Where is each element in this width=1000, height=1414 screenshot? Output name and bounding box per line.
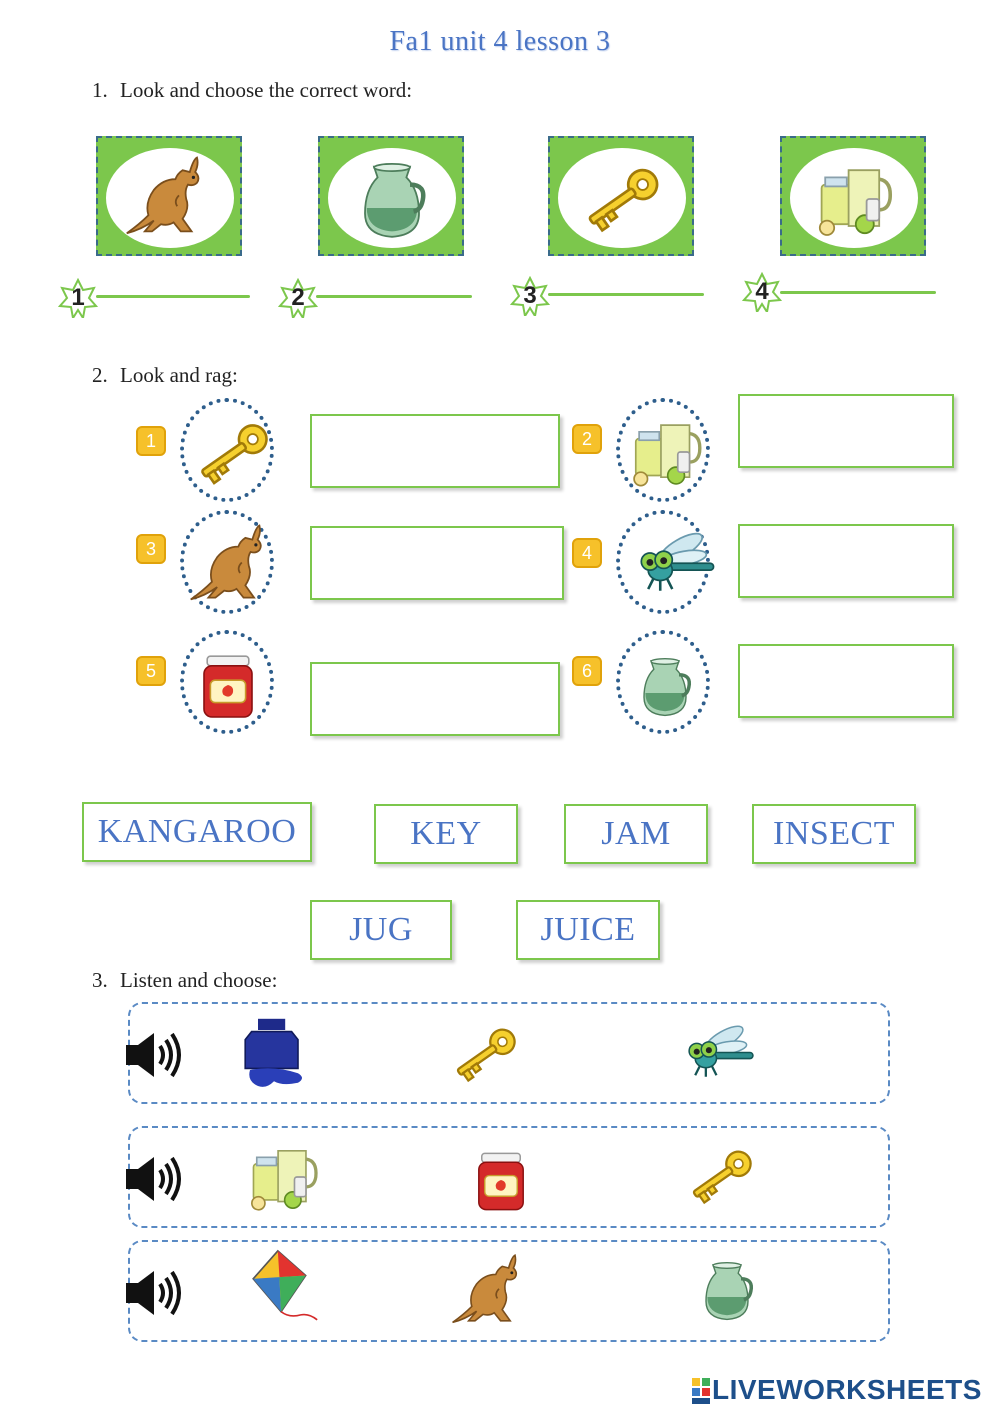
key-icon bbox=[188, 410, 278, 496]
word-tile-key[interactable]: KEY bbox=[374, 804, 518, 864]
section-2-number: 2. bbox=[92, 363, 108, 387]
insect-icon[interactable] bbox=[666, 1016, 770, 1092]
ink-icon[interactable] bbox=[234, 1014, 314, 1094]
word-tile-jug[interactable]: JUG bbox=[310, 900, 452, 960]
drop-box-1[interactable] bbox=[310, 414, 560, 488]
number-badge-3: 3 bbox=[510, 276, 550, 316]
section-3-number: 3. bbox=[92, 968, 108, 992]
word-tile-kangaroo[interactable]: KANGAROO bbox=[82, 802, 312, 862]
speaker-icon[interactable] bbox=[124, 1030, 184, 1080]
section-2-instruction bbox=[92, 363, 238, 388]
number-tag-5: 5 bbox=[136, 656, 166, 686]
picture-circle-4 bbox=[616, 510, 710, 614]
page-title: Fa1 unit 4 lesson 3 bbox=[389, 26, 611, 57]
drop-box-2[interactable] bbox=[738, 394, 954, 468]
key-icon bbox=[572, 154, 672, 244]
number-badge-1: 1 bbox=[58, 278, 98, 318]
kite-icon[interactable] bbox=[240, 1246, 332, 1328]
drop-box-5[interactable] bbox=[310, 662, 560, 736]
number-tag-4: 4 bbox=[572, 538, 602, 568]
answer-line-3[interactable] bbox=[548, 293, 704, 296]
picture-circle-3 bbox=[180, 510, 274, 614]
drop-box-4[interactable] bbox=[738, 524, 954, 598]
section-3-instruction bbox=[92, 968, 277, 993]
picture-circle-5 bbox=[180, 630, 274, 734]
picture-circle-2 bbox=[616, 398, 710, 502]
number-badge-2: 2 bbox=[278, 278, 318, 318]
speaker-icon[interactable] bbox=[124, 1154, 184, 1204]
answer-line-1[interactable] bbox=[96, 295, 250, 298]
section-1-text: Look and choose the correct word: bbox=[120, 78, 413, 102]
number-tag-2: 2 bbox=[572, 424, 602, 454]
juice-icon[interactable] bbox=[238, 1136, 328, 1218]
jug-icon bbox=[342, 154, 442, 244]
picture-frame-1 bbox=[96, 136, 242, 256]
section-2-text: Look and rag: bbox=[120, 363, 238, 387]
insect-icon bbox=[624, 522, 724, 608]
picture-circle-1 bbox=[180, 398, 274, 502]
jug-icon[interactable] bbox=[692, 1254, 762, 1326]
speaker-icon[interactable] bbox=[124, 1268, 184, 1318]
number-tag-1: 1 bbox=[136, 426, 166, 456]
picture-circle-6 bbox=[616, 630, 710, 734]
juice-icon bbox=[624, 410, 708, 494]
number-tag-6: 6 bbox=[572, 656, 602, 686]
word-tile-jam[interactable]: JAM bbox=[564, 804, 708, 864]
key-icon[interactable] bbox=[674, 1138, 768, 1214]
kangaroo-icon bbox=[120, 154, 220, 244]
answer-line-4[interactable] bbox=[780, 291, 936, 294]
picture-frame-2 bbox=[318, 136, 464, 256]
jam-icon bbox=[188, 642, 268, 728]
answer-line-2[interactable] bbox=[316, 295, 472, 298]
liveworksheets-mark-icon bbox=[692, 1378, 712, 1404]
picture-frame-3 bbox=[548, 136, 694, 256]
logo-text: LIVEWORKSHEETS bbox=[712, 1374, 982, 1405]
drop-box-3[interactable] bbox=[310, 526, 564, 600]
number-tag-3: 3 bbox=[136, 534, 166, 564]
section-1-instruction bbox=[92, 78, 412, 103]
listen-row-3 bbox=[128, 1240, 890, 1342]
picture-frame-4 bbox=[780, 136, 926, 256]
jam-icon[interactable] bbox=[464, 1138, 538, 1222]
jug-icon bbox=[630, 648, 700, 724]
word-tile-insect[interactable]: INSECT bbox=[752, 804, 916, 864]
word-tile-juice[interactable]: JUICE bbox=[516, 900, 660, 960]
section-3-text: Listen and choose: bbox=[120, 968, 278, 992]
juice-icon bbox=[804, 154, 904, 244]
section-1-number: 1. bbox=[92, 78, 108, 102]
listen-row-1 bbox=[128, 1002, 890, 1104]
key-icon[interactable] bbox=[440, 1016, 530, 1092]
number-badge-4: 4 bbox=[742, 272, 782, 312]
listen-row-2 bbox=[128, 1126, 890, 1228]
kangaroo-icon[interactable] bbox=[446, 1252, 536, 1332]
kangaroo-icon bbox=[188, 522, 278, 610]
drop-box-6[interactable] bbox=[738, 644, 954, 718]
